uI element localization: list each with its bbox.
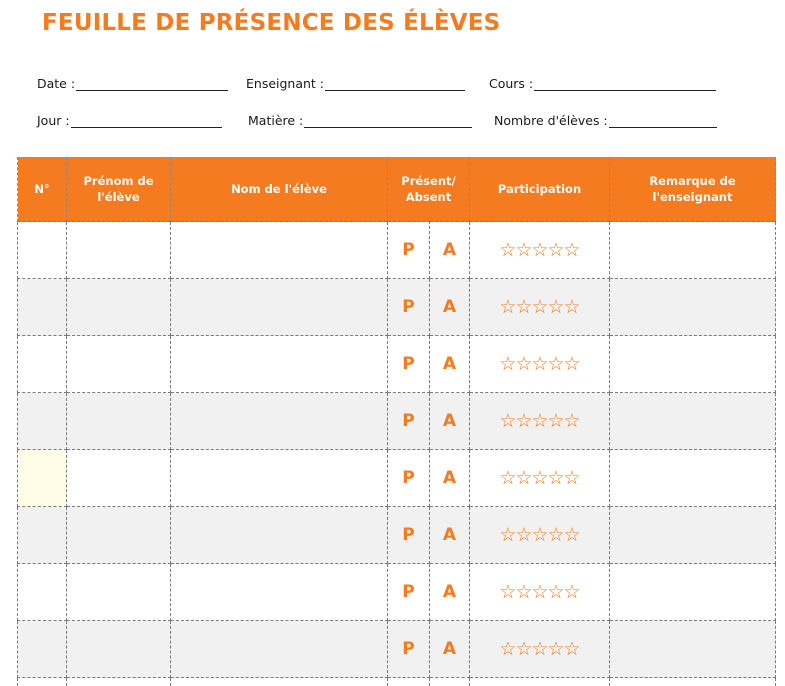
absent-mark[interactable]: A (430, 621, 470, 678)
present-mark[interactable]: P (388, 279, 430, 336)
header-presence: Présent/ Absent (388, 157, 470, 222)
cell-first-name[interactable] (67, 279, 171, 336)
absent-mark[interactable]: A (430, 564, 470, 621)
header-remark: Remarque de l'enseignant (610, 157, 776, 222)
cell-first-name[interactable] (67, 336, 171, 393)
participation-stars[interactable]: ☆☆☆☆☆ (470, 222, 610, 279)
table-row (18, 336, 776, 393)
attendance-table (17, 157, 776, 686)
absent-mark[interactable]: A (430, 450, 470, 507)
page-title: FEUILLE DE PRÉSENCE DES ÉLÈVES (42, 10, 500, 36)
absent-mark[interactable]: A (430, 507, 470, 564)
subject-field[interactable] (248, 113, 472, 128)
course-line[interactable] (534, 78, 716, 91)
date-field[interactable] (37, 76, 228, 91)
student-count-line[interactable] (609, 115, 717, 128)
present-mark[interactable]: P (388, 621, 430, 678)
cell-last-name[interactable] (171, 450, 388, 507)
cell-remark[interactable] (610, 507, 776, 564)
subject-line[interactable] (304, 115, 472, 128)
day-label: Jour : (37, 113, 70, 128)
table-row (18, 222, 776, 279)
cell-remark[interactable] (610, 450, 776, 507)
present-mark[interactable]: P (388, 450, 430, 507)
cell-first-name[interactable] (67, 222, 171, 279)
cell-number[interactable] (18, 450, 67, 507)
teacher-field[interactable] (246, 76, 465, 91)
student-count-label: Nombre d'élèves : (494, 113, 608, 128)
table-row (18, 279, 776, 336)
cell-remark[interactable] (610, 279, 776, 336)
cell-remark[interactable] (610, 222, 776, 279)
participation-stars[interactable]: ☆☆☆☆☆ (470, 507, 610, 564)
present-mark[interactable]: P (388, 507, 430, 564)
absent-mark[interactable]: A (430, 336, 470, 393)
present-mark[interactable]: P (388, 393, 430, 450)
course-field[interactable] (489, 76, 716, 91)
participation-stars[interactable]: ☆☆☆☆☆ (470, 450, 610, 507)
cell-number[interactable] (18, 279, 67, 336)
cell-last-name[interactable] (171, 507, 388, 564)
present-mark[interactable]: P (388, 336, 430, 393)
cell-last-name[interactable] (171, 279, 388, 336)
absent-mark[interactable]: A (430, 222, 470, 279)
cell-number[interactable] (18, 222, 67, 279)
present-mark[interactable]: P (388, 222, 430, 279)
cell-last-name[interactable] (171, 393, 388, 450)
absent-mark[interactable]: A (430, 279, 470, 336)
cell-last-name[interactable] (171, 336, 388, 393)
course-label: Cours : (489, 76, 533, 91)
table-row (18, 507, 776, 564)
date-label: Date : (37, 76, 75, 91)
participation-stars[interactable]: ☆☆☆☆☆ (470, 564, 610, 621)
cell-first-name[interactable] (67, 393, 171, 450)
header-number: N° (18, 157, 67, 222)
header-participation: Participation (470, 157, 610, 222)
absent-mark[interactable]: A (430, 393, 470, 450)
cell-first-name[interactable] (67, 507, 171, 564)
cell-remark[interactable] (610, 336, 776, 393)
participation-stars[interactable]: ☆☆☆☆☆ (470, 393, 610, 450)
cell-last-name[interactable] (171, 621, 388, 678)
cell-number[interactable] (18, 564, 67, 621)
table-row (18, 621, 776, 678)
student-count-field[interactable] (494, 113, 717, 128)
present-mark[interactable]: P (388, 564, 430, 621)
date-line[interactable] (76, 78, 228, 91)
cell-number[interactable] (18, 507, 67, 564)
table-row (18, 564, 776, 621)
header-first-name: Prénom de l'élève (67, 157, 171, 222)
cell-number[interactable] (18, 393, 67, 450)
cell-number[interactable] (18, 336, 67, 393)
cell-remark[interactable] (610, 564, 776, 621)
table-header-row (18, 157, 776, 222)
teacher-line[interactable] (325, 78, 465, 91)
cell-remark[interactable] (610, 621, 776, 678)
day-field[interactable] (37, 113, 222, 128)
table-row (18, 393, 776, 450)
participation-stars[interactable]: ☆☆☆☆☆ (470, 621, 610, 678)
teacher-label: Enseignant : (246, 76, 324, 91)
participation-stars[interactable]: ☆☆☆☆☆ (470, 336, 610, 393)
cell-last-name[interactable] (171, 222, 388, 279)
participation-stars[interactable]: ☆☆☆☆☆ (470, 279, 610, 336)
cell-last-name[interactable] (171, 564, 388, 621)
header-last-name: Nom de l'élève (171, 157, 388, 222)
table-row (18, 450, 776, 507)
cell-first-name[interactable] (67, 564, 171, 621)
cell-number[interactable] (18, 621, 67, 678)
cell-remark[interactable] (610, 393, 776, 450)
cell-first-name[interactable] (67, 621, 171, 678)
cell-first-name[interactable] (67, 450, 171, 507)
day-line[interactable] (71, 115, 222, 128)
subject-label: Matière : (248, 113, 303, 128)
